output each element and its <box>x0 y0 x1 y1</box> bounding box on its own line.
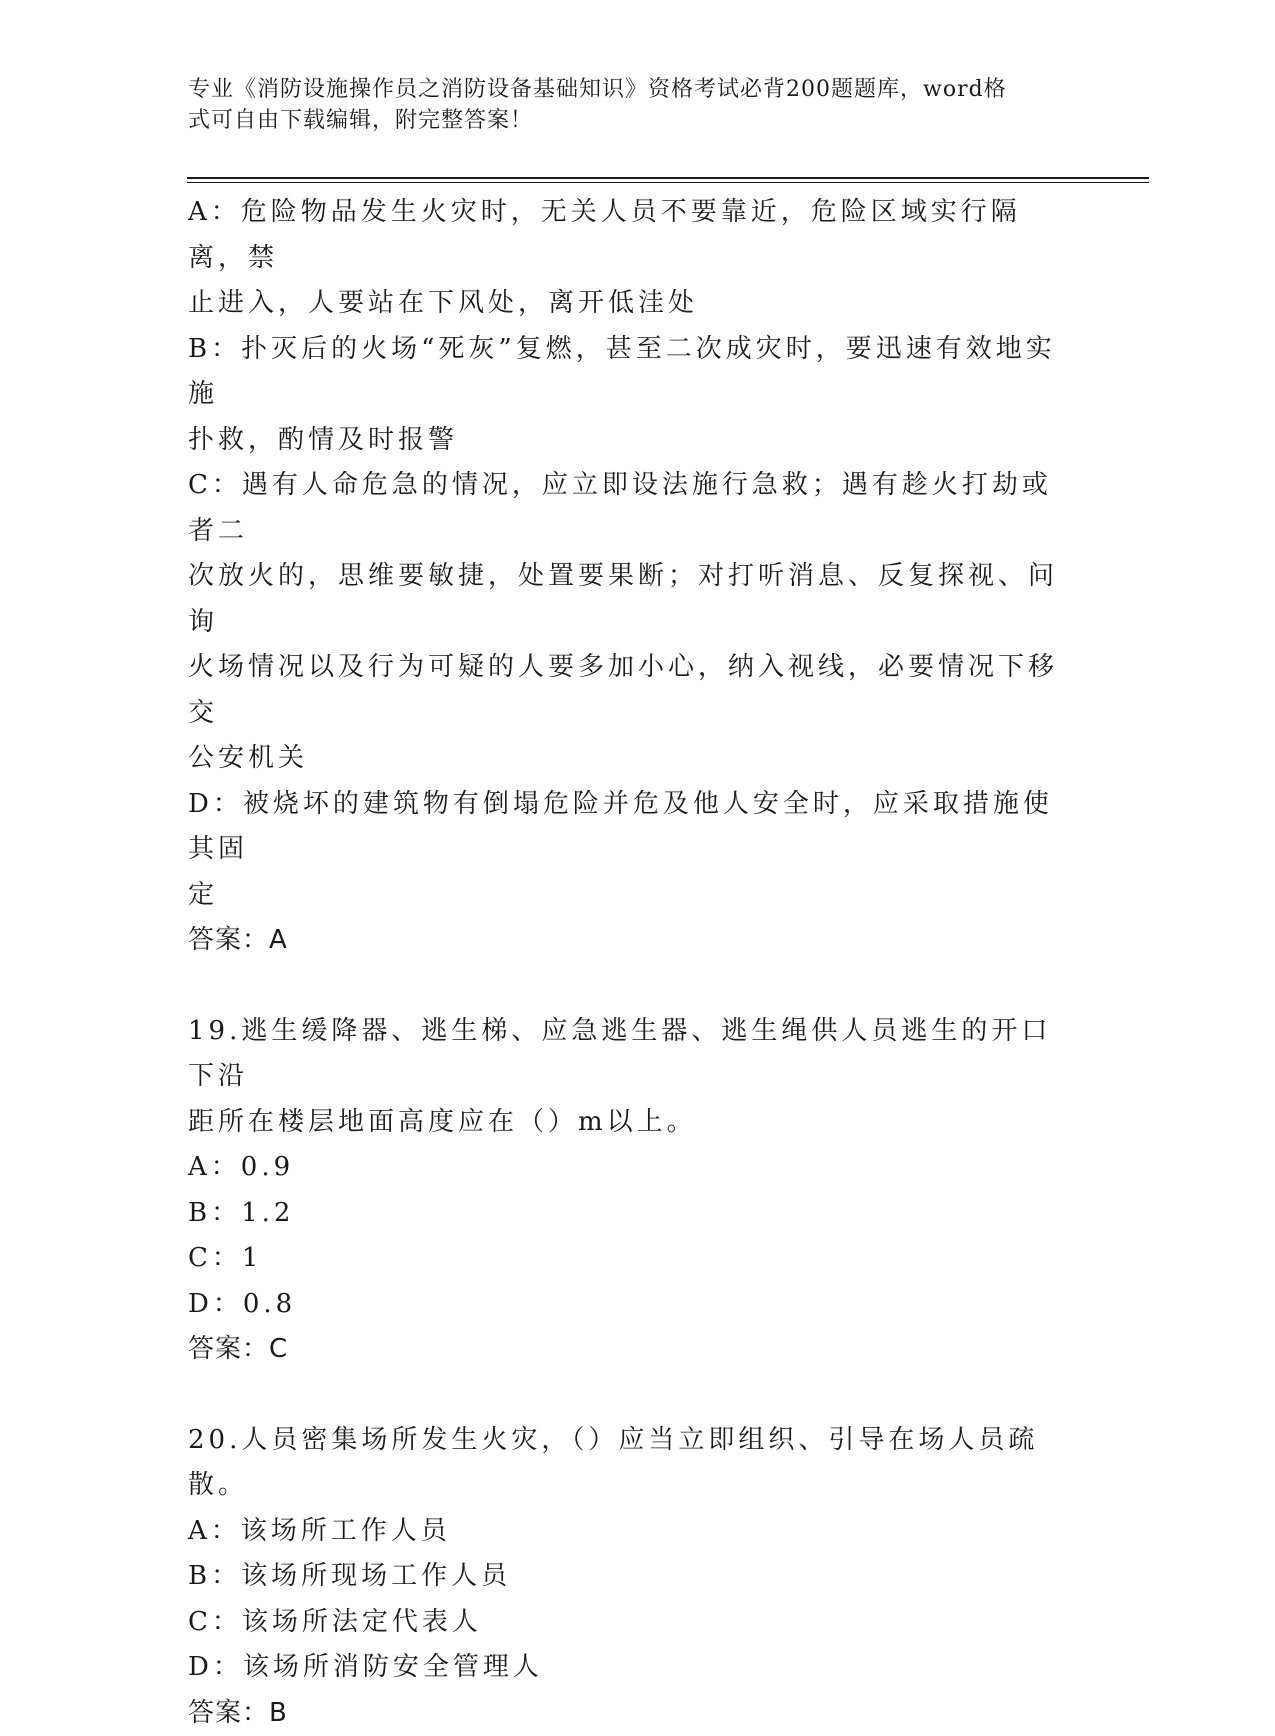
header-divider-thin <box>187 182 1149 183</box>
q19-option-c: C：1 <box>188 1236 1068 1282</box>
q20-question-line-1: 20.人员密集场所发生火灾，（）应当立即组织、引导在场人员疏散。 <box>188 1418 1068 1509</box>
q18-option-d-line-1: D：被烧坏的建筑物有倒塌危险并危及他人安全时，应采取措施使其固 <box>188 782 1068 873</box>
q20-option-d: D：该场所消防安全管理人 <box>188 1645 1068 1691</box>
q19-option-b: B：1.2 <box>188 1191 1068 1237</box>
q18-option-c-line-2: 次放火的，思维要敏捷，处置要果断；对打听消息、反复探视、问询 <box>188 554 1068 645</box>
question-spacer <box>188 964 1068 1009</box>
q19-question-line-1: 19.逃生缓降器、逃生梯、应急逃生器、逃生绳供人员逃生的开口下沿 <box>188 1009 1068 1100</box>
q19-question-line-2: 距所在楼层地面高度应在（）m以上。 <box>188 1100 1068 1146</box>
q20-option-c: C：该场所法定代表人 <box>188 1600 1068 1646</box>
document-body <box>188 190 1068 1736</box>
question-18-block <box>188 190 1068 964</box>
q19-answer: 答案：C <box>188 1327 1068 1373</box>
q20-option-a: A：该场所工作人员 <box>188 1509 1068 1555</box>
q18-option-b-line-2: 扑救，酌情及时报警 <box>188 418 1068 464</box>
q20-answer: 答案：B <box>188 1691 1068 1736</box>
question-20-block <box>188 1418 1068 1736</box>
q18-option-a-line-2: 止进入，人要站在下风处，离开低洼处 <box>188 281 1068 327</box>
question-spacer <box>188 1373 1068 1418</box>
question-19-block <box>188 1009 1068 1373</box>
q18-option-b-line-1: B：扑灭后的火场“死灰”复燃，甚至二次成灾时，要迅速有效地实施 <box>188 327 1068 418</box>
q18-option-c-line-1: C：遇有人命危急的情况，应立即设法施行急救；遇有趁火打劫或者二 <box>188 463 1068 554</box>
header-divider-thick <box>187 177 1149 179</box>
q18-answer: 答案：A <box>188 918 1068 964</box>
q18-option-a-line-1: A：危险物品发生火灾时，无关人员不要靠近，危险区域实行隔离，禁 <box>188 190 1068 281</box>
header-title-line-1: 专业《消防设施操作员之消防设备基础知识》资格考试必背200题题库，word格 <box>188 74 1068 105</box>
q19-option-d: D：0.8 <box>188 1282 1068 1328</box>
q18-option-c-line-4: 公安机关 <box>188 736 1068 782</box>
q18-option-d-line-2: 定 <box>188 873 1068 919</box>
q18-option-c-line-3: 火场情况以及行为可疑的人要多加小心，纳入视线，必要情况下移交 <box>188 645 1068 736</box>
header-title-line-2: 式可自由下载编辑，附完整答案！ <box>188 105 1068 136</box>
q20-option-b: B：该场所现场工作人员 <box>188 1554 1068 1600</box>
q19-option-a: A：0.9 <box>188 1145 1068 1191</box>
document-header <box>188 74 1068 136</box>
